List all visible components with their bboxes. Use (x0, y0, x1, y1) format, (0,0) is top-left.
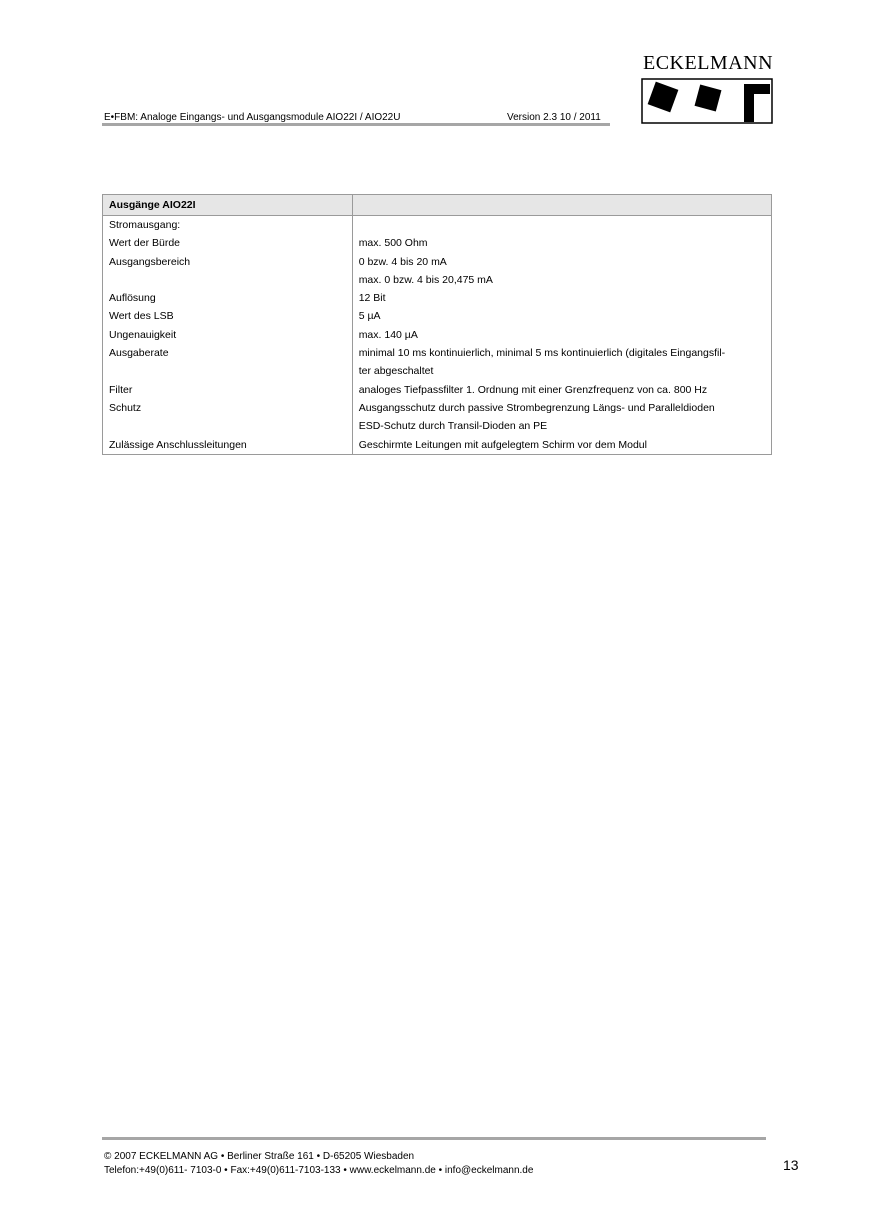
table-row (103, 399, 772, 417)
company-logo (641, 52, 773, 124)
row-value: 5 µA (352, 307, 771, 325)
table-header-row (103, 195, 772, 216)
row-label: Schutz (103, 399, 353, 417)
row-label (103, 362, 353, 380)
row-value (352, 216, 771, 235)
row-value: max. 0 bzw. 4 bis 20,475 mA (352, 271, 771, 289)
table-row (103, 289, 772, 307)
row-value: 0 bzw. 4 bis 20 mA (352, 253, 771, 271)
footer-contact (104, 1150, 533, 1178)
table-header-value (352, 195, 771, 216)
row-label: Ausgangsbereich (103, 253, 353, 271)
header-divider (102, 123, 610, 126)
table-row (103, 307, 772, 325)
row-label: Ungenauigkeit (103, 326, 353, 344)
row-value: Geschirmte Leitungen mit aufgelegtem Schirm vor dem Modul (352, 436, 771, 455)
row-value: minimal 10 ms kontinuierlich, minimal 5 ms kontinuierlich (digitales Eingangsfil- (352, 344, 771, 362)
row-label: Zulässige Anschlussleitungen (103, 436, 353, 455)
row-value: 12 Bit (352, 289, 771, 307)
row-value: ter abgeschaltet (352, 362, 771, 380)
table-row (103, 326, 772, 344)
page-number: 13 (783, 1157, 799, 1173)
row-value: ESD-Schutz durch Transil-Dioden an PE (352, 417, 771, 435)
row-value: max. 500 Ohm (352, 234, 771, 252)
footer-address: © 2007 ECKELMANN AG • Berliner Straße 161 • D-65205 Wiesbaden (104, 1151, 415, 1162)
document-title: E•FBM: Analoge Eingangs- und Ausgangsmodule AIO22I / AIO22U (104, 112, 401, 123)
row-value: Ausgangsschutz durch passive Strombegrenzung Längs- und Paralleldioden (352, 399, 771, 417)
footer-contact-details: Telefon:+49(0)611- 7103-0 • Fax:+49(0)611-7103-133 • www.eckelmann.de • info@eckelmann.de (104, 1165, 534, 1176)
row-value: max. 140 µA (352, 326, 771, 344)
row-label: Wert des LSB (103, 307, 353, 325)
row-label (103, 417, 353, 435)
table-row (103, 216, 772, 235)
row-label: Stromausgang: (103, 216, 353, 235)
table-row (103, 271, 772, 289)
row-label: Ausgaberate (103, 344, 353, 362)
logo-wordmark: ECKELMANN (643, 52, 774, 74)
row-label: Filter (103, 381, 353, 399)
row-label (103, 271, 353, 289)
logo-squares-icon (641, 78, 773, 124)
table-header-label: Ausgänge AIO22I (103, 195, 353, 216)
table-row (103, 344, 772, 362)
table-row (103, 253, 772, 271)
table-row (103, 234, 772, 252)
row-label: Wert der Bürde (103, 234, 353, 252)
document-version: Version 2.3 10 / 2011 (507, 112, 601, 123)
table-row (103, 381, 772, 399)
table-row (103, 362, 772, 380)
table-row (103, 417, 772, 435)
outputs-spec-table (102, 194, 772, 455)
table-row (103, 436, 772, 455)
row-value: analoges Tiefpassfilter 1. Ordnung mit einer Grenzfrequenz von ca. 800 Hz (352, 381, 771, 399)
row-label: Auflösung (103, 289, 353, 307)
footer-divider (102, 1137, 766, 1140)
